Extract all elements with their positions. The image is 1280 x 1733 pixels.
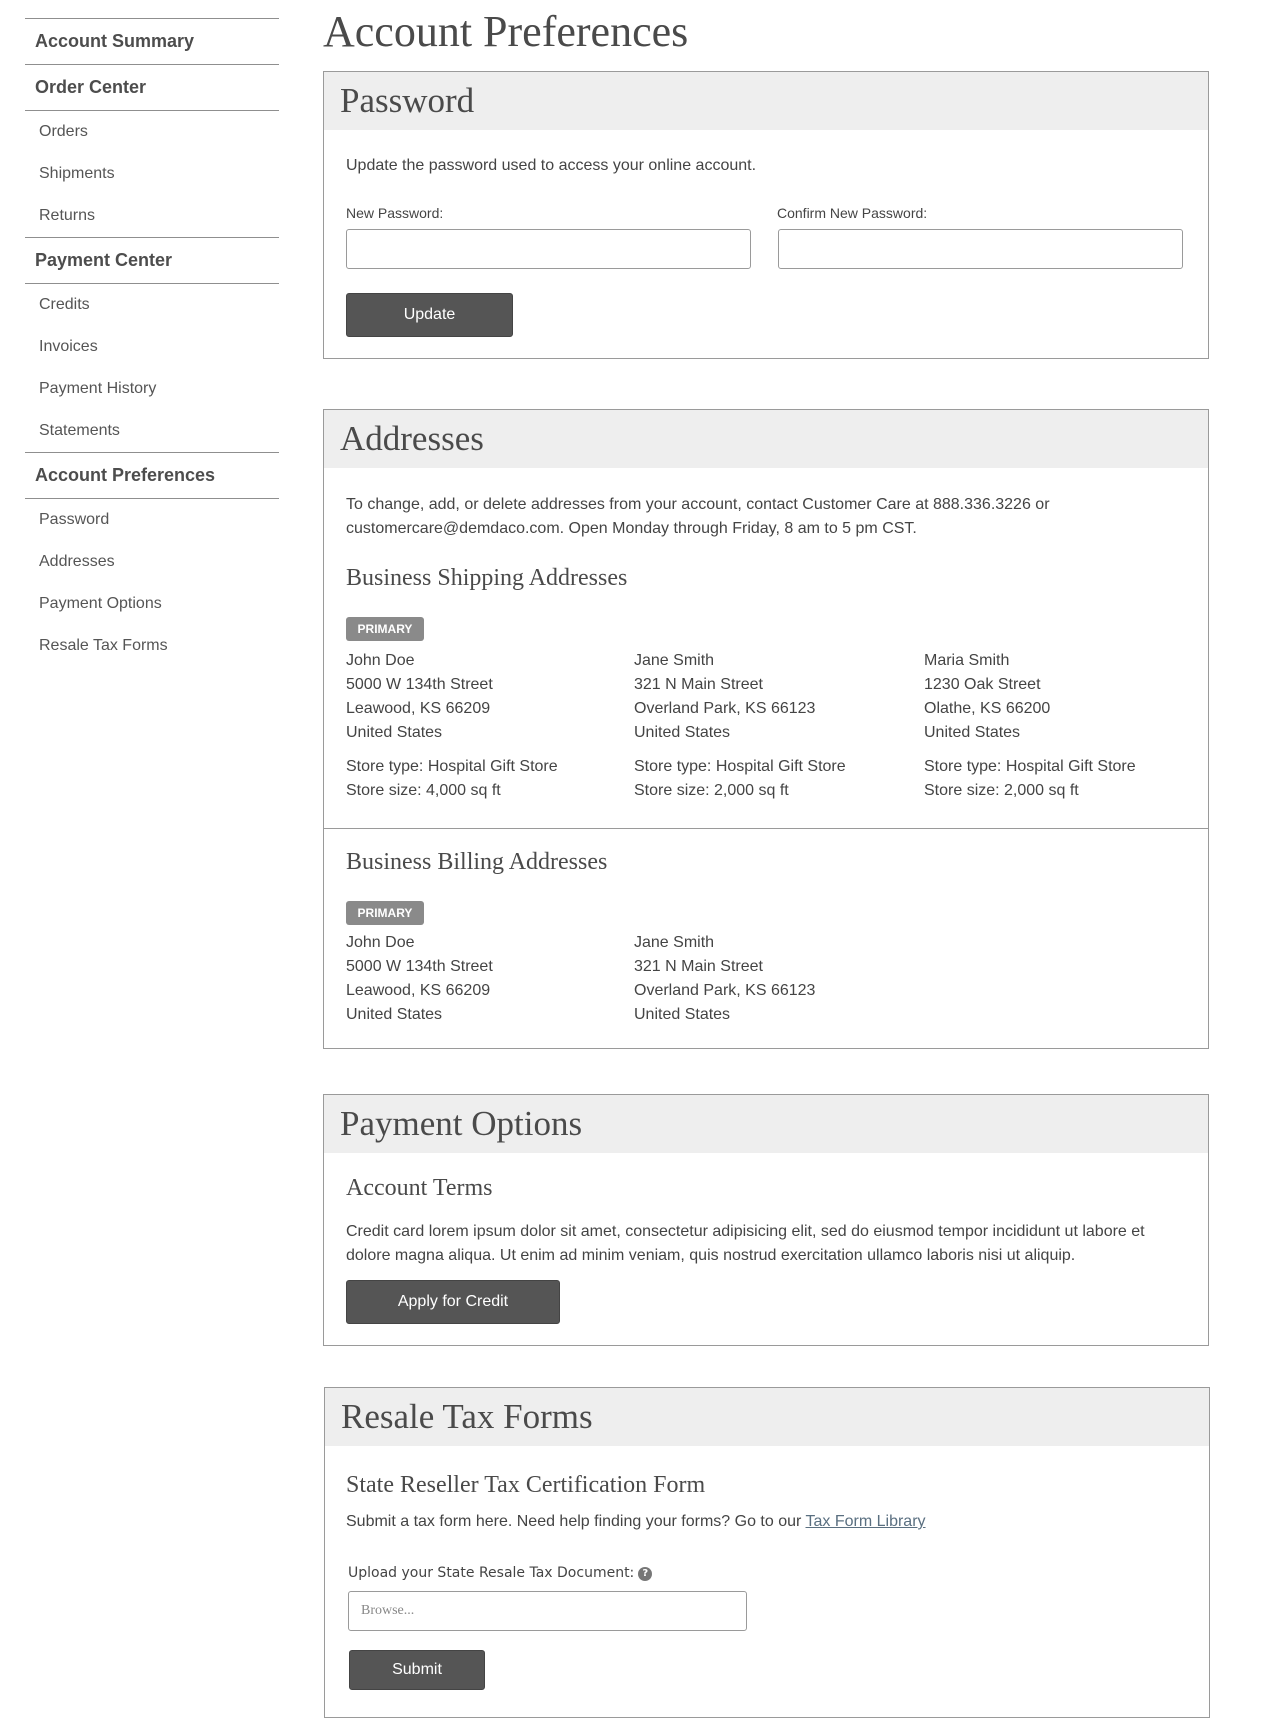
password-card-title: Password — [324, 72, 1208, 130]
tax-form-library-link[interactable]: Tax Form Library — [805, 1513, 926, 1530]
sidebar-list-payment-center — [25, 283, 279, 452]
upload-label-text: Upload your State Resale Tax Document: — [348, 1565, 635, 1581]
sidebar-item-returns[interactable]: Returns — [39, 207, 96, 224]
tax-certification-heading: State Reseller Tax Certification Form — [346, 1472, 706, 1498]
confirm-password-input[interactable] — [778, 229, 1183, 269]
sidebar-item-statements[interactable]: Statements — [39, 422, 120, 439]
sidebar-item-invoices[interactable]: Invoices — [39, 338, 98, 355]
new-password-input[interactable] — [346, 229, 751, 269]
address-city: Overland Park, KS 66123 — [634, 982, 816, 999]
submit-button[interactable]: Submit — [349, 1650, 485, 1690]
account-terms-line-2: dolore magna aliqua. Ut enim ad minim veniam, quis nostrud exercitation ullamco laboris nisi ut aliquip. — [346, 1247, 1076, 1264]
addresses-intro-line-2: customercare@demdaco.com. Open Monday through Friday, 8 am to 5 pm CST. — [346, 520, 917, 537]
address-country: United States — [924, 724, 1021, 741]
shipping-address-card — [346, 649, 626, 803]
sidebar-list-order-center — [25, 110, 279, 237]
addresses-card-title: Addresses — [324, 410, 1208, 468]
address-store-size: Store size: 2,000 sq ft — [634, 782, 789, 799]
address-spacer — [346, 745, 626, 755]
shipping-address-card — [924, 649, 1204, 803]
address-store-size: Store size: 4,000 sq ft — [346, 782, 501, 799]
sidebar-item-resale-tax-forms[interactable]: Resale Tax Forms — [39, 637, 168, 654]
address-name: Jane Smith — [634, 652, 715, 669]
address-country: United States — [346, 1006, 443, 1023]
address-street: 5000 W 134th Street — [346, 676, 493, 693]
address-country: United States — [634, 724, 731, 741]
address-spacer — [634, 745, 914, 755]
sidebar-item-password[interactable]: Password — [39, 511, 110, 528]
sidebar-item-shipments[interactable]: Shipments — [39, 165, 115, 182]
shipping-addresses-heading: Business Shipping Addresses — [346, 565, 628, 591]
help-icon[interactable]: ? — [638, 1567, 652, 1581]
address-store-type: Store type: Hospital Gift Store — [924, 758, 1136, 775]
password-card — [323, 71, 1209, 359]
address-name: Jane Smith — [634, 934, 715, 951]
apply-for-credit-button[interactable]: Apply for Credit — [346, 1280, 560, 1324]
resale-tax-forms-card-title: Resale Tax Forms — [325, 1388, 1209, 1446]
sidebar — [25, 18, 279, 667]
address-city: Leawood, KS 66209 — [346, 982, 491, 999]
address-street: 321 N Main Street — [634, 676, 763, 693]
password-description: Update the password used to access your online account. — [346, 157, 757, 174]
payment-options-card-title: Payment Options — [324, 1095, 1208, 1153]
shipping-address-card — [634, 649, 914, 803]
update-button[interactable]: Update — [346, 293, 513, 337]
addresses-divider — [324, 828, 1208, 829]
address-city: Olathe, KS 66200 — [924, 700, 1051, 717]
address-spacer — [924, 745, 1204, 755]
browse-file-input[interactable]: Browse... — [348, 1591, 747, 1631]
sidebar-item-payment-options[interactable]: Payment Options — [39, 595, 162, 612]
address-store-size: Store size: 2,000 sq ft — [924, 782, 1079, 799]
address-city: Overland Park, KS 66123 — [634, 700, 816, 717]
sidebar-list-account-preferences — [25, 498, 279, 667]
address-store-type: Store type: Hospital Gift Store — [634, 758, 846, 775]
sidebar-item-payment-history[interactable]: Payment History — [39, 380, 157, 397]
address-name: John Doe — [346, 934, 415, 951]
address-city: Leawood, KS 66209 — [346, 700, 491, 717]
resale-tax-forms-card — [324, 1387, 1210, 1718]
tax-help-sentence: Submit a tax form here. Need help finding your forms? Go to our — [346, 1513, 802, 1530]
billing-address-card — [346, 931, 626, 1027]
address-country: United States — [634, 1006, 731, 1023]
sidebar-heading-order-center[interactable]: Order Center — [25, 64, 279, 110]
address-street: 5000 W 134th Street — [346, 958, 493, 975]
sidebar-item-orders[interactable]: Orders — [39, 123, 88, 140]
addresses-card — [323, 409, 1209, 1049]
addresses-intro-line-1: To change, add, or delete addresses from your account, contact Customer Care at 888.336.3226 or — [346, 496, 1050, 513]
new-password-label: New Password: — [346, 205, 444, 221]
page-title: Account Preferences — [323, 7, 689, 56]
sidebar-heading-payment-center[interactable]: Payment Center — [25, 237, 279, 283]
address-store-type: Store type: Hospital Gift Store — [346, 758, 558, 775]
confirm-password-label: Confirm New Password: — [777, 205, 928, 221]
billing-addresses-heading: Business Billing Addresses — [346, 849, 608, 875]
primary-badge: PRIMARY — [346, 901, 424, 925]
sidebar-item-credits[interactable]: Credits — [39, 296, 90, 313]
address-name: Maria Smith — [924, 652, 1010, 669]
address-country: United States — [346, 724, 443, 741]
sidebar-heading-account-preferences[interactable]: Account Preferences — [25, 452, 279, 498]
address-name: John Doe — [346, 652, 415, 669]
account-terms-line-1: Credit card lorem ipsum dolor sit amet, consectetur adipisicing elit, sed do eiusmod tempor incididunt ut labore et — [346, 1223, 1145, 1240]
tax-help-text — [346, 1510, 926, 1534]
sidebar-item-addresses[interactable]: Addresses — [39, 553, 115, 570]
address-street: 1230 Oak Street — [924, 676, 1041, 693]
sidebar-heading-account-summary[interactable]: Account Summary — [25, 18, 279, 64]
account-terms-heading: Account Terms — [346, 1175, 493, 1201]
primary-badge: PRIMARY — [346, 617, 424, 641]
billing-address-card — [634, 931, 914, 1027]
address-street: 321 N Main Street — [634, 958, 763, 975]
payment-options-card — [323, 1094, 1209, 1346]
upload-label — [348, 1565, 652, 1581]
